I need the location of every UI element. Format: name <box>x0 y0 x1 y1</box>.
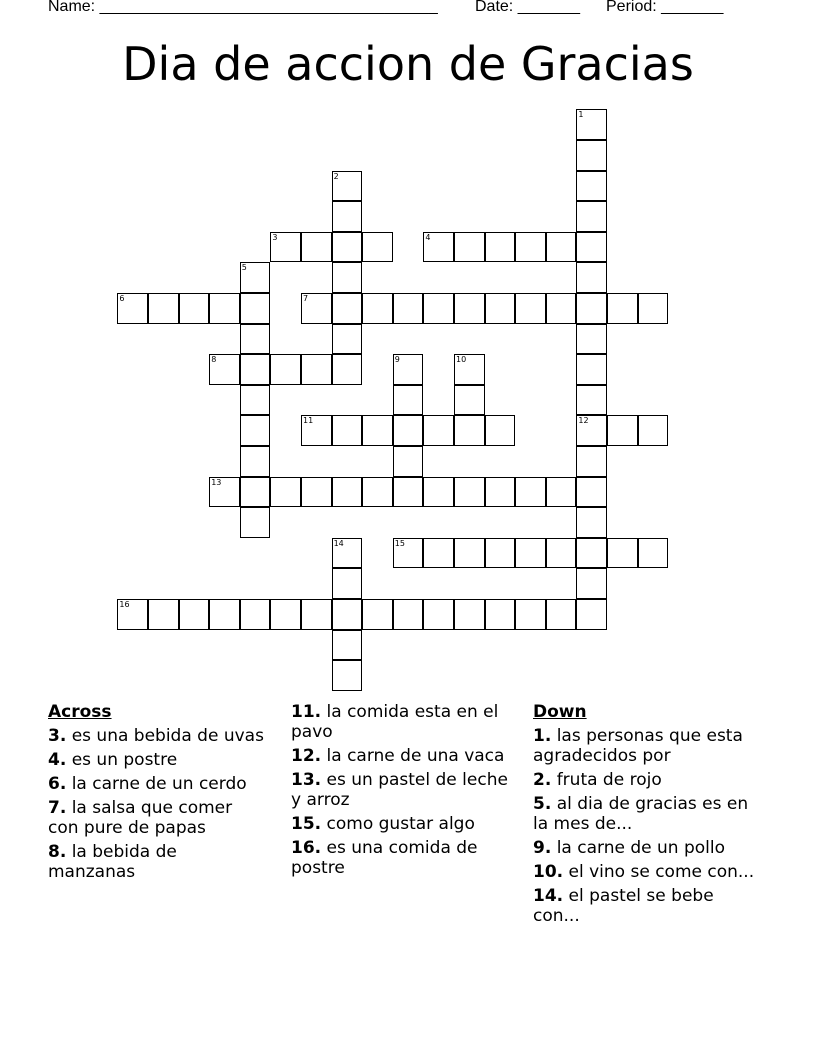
grid-cell[interactable] <box>240 293 271 324</box>
clue-item-text: la carne de una vaca <box>321 746 505 766</box>
clue-item-text: como gustar algo <box>321 814 475 834</box>
clue-item <box>533 838 763 858</box>
clue-item-number: 9. <box>533 838 552 858</box>
clue-item-number: 13. <box>291 770 322 790</box>
clue-item <box>48 750 268 770</box>
grid-cell[interactable] <box>332 415 363 446</box>
grid-cell[interactable] <box>576 262 607 293</box>
clue-item-text: el pastel se bebe con... <box>533 886 714 926</box>
period-field-label: Period: _______ <box>606 0 724 15</box>
grid-cell[interactable] <box>270 354 301 385</box>
grid-cell[interactable] <box>638 538 669 569</box>
clue-item <box>48 774 268 794</box>
grid-cell[interactable] <box>240 324 271 355</box>
grid-cell[interactable] <box>454 599 485 630</box>
across-heading: Across <box>48 702 112 722</box>
clue-number: 14 <box>333 538 344 548</box>
grid-cell[interactable] <box>117 599 148 630</box>
grid-cell[interactable] <box>515 599 546 630</box>
grid-cell[interactable] <box>576 415 607 446</box>
grid-cell[interactable] <box>485 415 516 446</box>
grid-cell[interactable] <box>423 599 454 630</box>
grid-cell[interactable] <box>240 385 271 416</box>
clue-item <box>291 702 511 742</box>
clue-item-number: 14. <box>533 886 564 906</box>
grid-cell[interactable] <box>576 232 607 263</box>
grid-cell[interactable] <box>332 599 363 630</box>
down-heading: Down <box>533 702 587 722</box>
grid-cell[interactable] <box>240 599 271 630</box>
clue-item-text: la comida esta en el pavo <box>291 702 499 742</box>
clue-item-text: la carne de un cerdo <box>66 774 247 794</box>
puzzle-title: Dia de accion de Gracias <box>122 37 694 91</box>
clue-item-number: 3. <box>48 726 67 746</box>
grid-cell[interactable] <box>423 293 454 324</box>
grid-cell[interactable] <box>638 293 669 324</box>
grid-cell[interactable] <box>454 232 485 263</box>
clue-number: 13 <box>211 477 222 487</box>
clue-number: 11 <box>303 416 314 426</box>
grid-cell[interactable] <box>301 477 332 508</box>
clue-item <box>48 726 268 746</box>
clue-number: 9 <box>394 355 400 365</box>
grid-cell[interactable] <box>576 385 607 416</box>
grid-cell[interactable] <box>546 232 577 263</box>
clue-number: 3 <box>272 232 278 242</box>
grid-cell[interactable] <box>638 415 669 446</box>
clue-item-number: 15. <box>291 814 322 834</box>
grid-cell[interactable] <box>607 415 638 446</box>
clue-item-number: 1. <box>533 726 552 746</box>
grid-cell[interactable] <box>270 232 301 263</box>
grid-cell[interactable] <box>515 538 546 569</box>
grid-cell[interactable] <box>240 446 271 477</box>
grid-cell[interactable] <box>576 171 607 202</box>
clue-item <box>291 770 511 810</box>
grid-cell[interactable] <box>576 477 607 508</box>
grid-cell[interactable] <box>332 324 363 355</box>
down-clues-column <box>533 702 763 930</box>
grid-cell[interactable] <box>576 599 607 630</box>
clue-item <box>533 794 763 834</box>
clue-item <box>48 798 268 838</box>
grid-cell[interactable] <box>576 446 607 477</box>
grid-cell[interactable] <box>546 538 577 569</box>
grid-cell[interactable] <box>209 293 240 324</box>
clue-item-number: 5. <box>533 794 552 814</box>
grid-cell[interactable] <box>240 477 271 508</box>
clue-item-number: 6. <box>48 774 67 794</box>
grid-cell[interactable] <box>393 446 424 477</box>
grid-cell[interactable] <box>454 477 485 508</box>
clue-item-text: es un postre <box>66 750 178 770</box>
grid-cell[interactable] <box>576 140 607 171</box>
clue-item-text: es una comida de postre <box>291 838 478 878</box>
clue-item <box>533 726 763 766</box>
grid-cell[interactable] <box>423 538 454 569</box>
grid-cell[interactable] <box>301 293 332 324</box>
grid-cell[interactable] <box>454 538 485 569</box>
grid-cell[interactable] <box>546 293 577 324</box>
grid-cell[interactable] <box>332 630 363 661</box>
grid-cell[interactable] <box>607 538 638 569</box>
clue-item-number: 7. <box>48 798 67 818</box>
grid-cell[interactable] <box>485 538 516 569</box>
grid-cell[interactable] <box>576 568 607 599</box>
clue-number: 7 <box>303 294 309 303</box>
grid-cell[interactable] <box>209 477 240 508</box>
clue-item-number: 4. <box>48 750 67 770</box>
grid-cell[interactable] <box>332 538 363 569</box>
grid-cell[interactable] <box>270 477 301 508</box>
clue-item-text: fruta de rojo <box>551 770 662 790</box>
grid-cell[interactable] <box>546 599 577 630</box>
grid-cell[interactable] <box>240 262 271 293</box>
grid-cell[interactable] <box>332 201 363 232</box>
clue-item-number: 16. <box>291 838 322 858</box>
clue-item-text: es un pastel de leche y arroz <box>291 770 508 810</box>
grid-cell[interactable] <box>576 201 607 232</box>
grid-cell[interactable] <box>423 232 454 263</box>
clue-number: 16 <box>119 600 130 609</box>
grid-cell[interactable] <box>485 599 516 630</box>
grid-cell[interactable] <box>393 293 424 324</box>
grid-cell[interactable] <box>148 293 179 324</box>
clue-item-text: la bebida de manzanas <box>48 842 177 882</box>
grid-cell[interactable] <box>393 354 424 385</box>
grid-cell[interactable] <box>362 232 393 263</box>
date-field-label: Date: _______ <box>475 0 580 15</box>
grid-cell[interactable] <box>485 232 516 263</box>
grid-cell[interactable] <box>209 354 240 385</box>
clue-item-text: es una bebida de uvas <box>66 726 264 746</box>
grid-cell[interactable] <box>362 293 393 324</box>
grid-cell[interactable] <box>362 415 393 446</box>
clue-item-text: la salsa que comer con pure de papas <box>48 798 233 838</box>
grid-cell[interactable] <box>362 477 393 508</box>
grid-cell[interactable] <box>393 538 424 569</box>
clue-item <box>533 770 763 790</box>
grid-cell[interactable] <box>393 599 424 630</box>
clue-item-number: 12. <box>291 746 322 766</box>
clue-number: 8 <box>211 355 217 365</box>
grid-cell[interactable] <box>423 415 454 446</box>
grid-cell[interactable] <box>576 354 607 385</box>
grid-cell[interactable] <box>332 293 363 324</box>
grid-cell[interactable] <box>148 599 179 630</box>
clue-item <box>291 746 511 766</box>
name-field-label: Name: ______________________________________ <box>48 0 438 15</box>
grid-cell[interactable] <box>332 660 363 691</box>
clue-item-number: 8. <box>48 842 67 862</box>
grid-cell[interactable] <box>454 415 485 446</box>
clue-item-text: el vino se come con... <box>563 862 755 882</box>
grid-cell[interactable] <box>393 415 424 446</box>
clue-item <box>291 814 511 834</box>
clue-item <box>48 842 268 882</box>
grid-cell[interactable] <box>301 415 332 446</box>
clue-number: 5 <box>241 263 247 273</box>
grid-cell[interactable] <box>546 477 577 508</box>
grid-cell[interactable] <box>209 599 240 630</box>
grid-cell[interactable] <box>485 477 516 508</box>
grid-cell[interactable] <box>301 232 332 263</box>
clue-item-text: la carne de un pollo <box>551 838 725 858</box>
clue-number: 6 <box>119 294 125 303</box>
clue-item-number: 10. <box>533 862 564 882</box>
clue-number: 10 <box>456 355 467 365</box>
grid-cell[interactable] <box>240 354 271 385</box>
grid-cell[interactable] <box>332 262 363 293</box>
clue-number: 15 <box>394 538 405 548</box>
grid-cell[interactable] <box>607 293 638 324</box>
grid-cell[interactable] <box>240 507 271 538</box>
grid-cell[interactable] <box>576 324 607 355</box>
grid-cell[interactable] <box>454 354 485 385</box>
grid-cell[interactable] <box>576 507 607 538</box>
grid-cell[interactable] <box>576 109 607 140</box>
clue-number: 12 <box>578 416 589 426</box>
grid-cell[interactable] <box>179 293 210 324</box>
grid-cell[interactable] <box>454 293 485 324</box>
grid-cell[interactable] <box>332 232 363 263</box>
grid-cell[interactable] <box>515 232 546 263</box>
grid-cell[interactable] <box>423 477 454 508</box>
clue-item-text: al dia de gracias es en la mes de... <box>533 794 749 834</box>
grid-cell[interactable] <box>332 354 363 385</box>
grid-cell[interactable] <box>301 599 332 630</box>
grid-cell[interactable] <box>362 599 393 630</box>
grid-cell[interactable] <box>332 477 363 508</box>
clue-item-number: 2. <box>533 770 552 790</box>
grid-cell[interactable] <box>332 568 363 599</box>
grid-cell[interactable] <box>454 385 485 416</box>
clue-item <box>533 886 763 926</box>
grid-cell[interactable] <box>117 293 148 324</box>
clue-number: 1 <box>578 110 584 120</box>
clue-number: 4 <box>425 232 431 242</box>
grid-cell[interactable] <box>576 538 607 569</box>
grid-cell[interactable] <box>240 415 271 446</box>
clue-item <box>533 862 763 882</box>
grid-cell[interactable] <box>270 599 301 630</box>
grid-cell[interactable] <box>576 293 607 324</box>
clue-item-number: 11. <box>291 702 322 722</box>
across-clues-column-1 <box>48 702 268 886</box>
grid-cell[interactable] <box>393 385 424 416</box>
grid-cell[interactable] <box>332 171 363 202</box>
grid-cell[interactable] <box>179 599 210 630</box>
clue-item-text: las personas que esta agradecidos por <box>533 726 743 766</box>
grid-cell[interactable] <box>515 293 546 324</box>
grid-cell[interactable] <box>393 477 424 508</box>
clue-item <box>291 838 511 878</box>
grid-cell[interactable] <box>301 354 332 385</box>
clue-number: 2 <box>333 171 339 181</box>
grid-cell[interactable] <box>515 477 546 508</box>
grid-cell[interactable] <box>485 293 516 324</box>
across-clues-column-2 <box>291 702 511 882</box>
